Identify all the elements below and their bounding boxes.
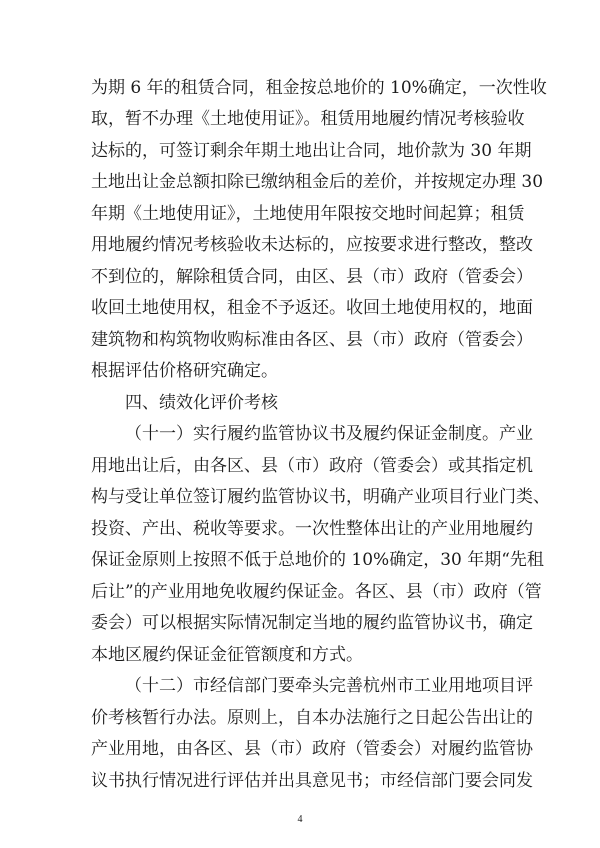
body-text-line: 收回土地使用权，租金不予返还。收回土地使用权的，地面 (91, 298, 533, 318)
body-text-line: 不到位的，解除租赁合同，由区、县（市）政府（管委会） (91, 267, 533, 287)
body-text-line: 为期 6 年的租赁合同，租金按总地价的 10%确定，一次性收 (91, 78, 547, 98)
body-text-line: 年期《土地使用证》，土地使用年限按交地时间起算；租赁 (91, 204, 525, 224)
body-text-line: 议书执行情况进行评估并出具意见书；市经信部门要会同发 (91, 771, 533, 791)
body-text-line: 构与受让单位签订履约监管协议书，明确产业项目行业门类、 (91, 487, 550, 507)
body-text-line: 保证金原则上按照不低于总地价的 10%确定，30 年期“先租 (91, 550, 544, 570)
body-text-line: 建筑物和构筑物收购标准由各区、县（市）政府（管委会） (91, 330, 533, 350)
body-text-line: 用地履约情况考核验收未达标的，应按要求进行整改，整改 (91, 235, 533, 255)
body-text-line: 委会）可以根据实际情况制定当地的履约监管协议书，确定 (91, 613, 533, 633)
body-text-line: 产业用地，由各区、县（市）政府（管委会）对履约监管协 (91, 739, 533, 759)
body-text-line: 根据评估价格研究确定。 (91, 361, 278, 381)
body-text-line: 用地出让后，由各区、县（市）政府（管委会）或其指定机 (91, 456, 533, 476)
body-text-line: 后让”的产业用地免收履约保证金。各区、县（市）政府（管 (91, 582, 542, 602)
body-text-line: 投资、产出、税收等要求。一次性整体出让的产业用地履约 (91, 519, 533, 539)
paragraph-first-line: （十二）市经信部门要牵头完善杭州市工业用地项目评 (125, 676, 533, 696)
body-text-line: 取，暂不办理《土地使用证》。租赁用地履约情况考核验收 (91, 109, 525, 129)
paragraph-first-line: （十一）实行履约监管协议书及履约保证金制度。产业 (125, 424, 533, 444)
body-text-line: 本地区履约保证金征管额度和方式。 (91, 645, 363, 665)
body-text-line: 价考核暂行办法。原则上，自本办法施行之日起公告出让的 (91, 708, 533, 728)
section-heading: 四、绩效化评价考核 (125, 393, 278, 413)
page-number: 4 (297, 814, 303, 825)
body-text-line: 土地出让金总额扣除已缴纳租金后的差价，并按规定办理 30 (91, 172, 544, 192)
body-text-line: 达标的，可签订剩余年期土地出让合同，地价款为 30 年期 (91, 141, 532, 161)
